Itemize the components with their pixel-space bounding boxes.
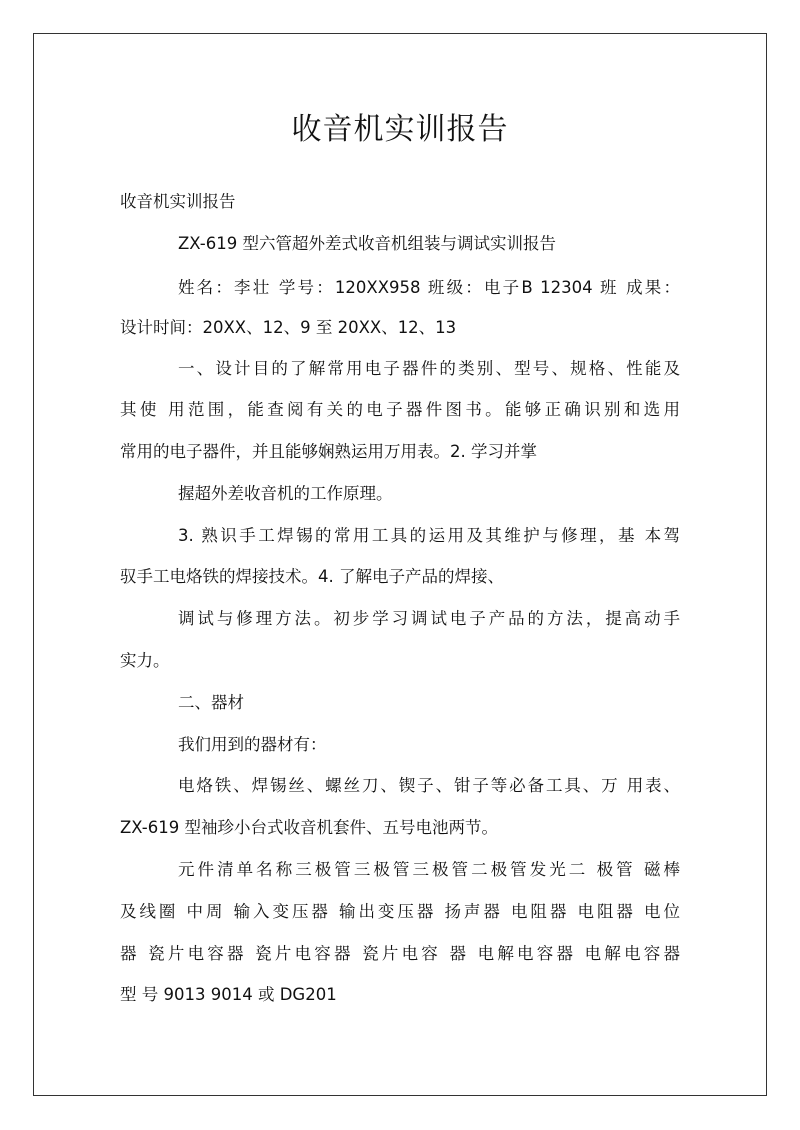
paragraph-line: 收音机实训报告 — [120, 192, 236, 211]
paragraph-line: 我们用到的器材有： — [178, 735, 327, 754]
paragraph-line: 二、器材 — [178, 693, 244, 712]
paragraph-line: 型 号 9013 9014 或 DG201 — [120, 985, 337, 1004]
document-title: 收音机实训报告 — [291, 112, 509, 147]
paragraph-line: 电烙铁、焊锡丝、螺丝刀、锲子、钳子等必备工具、万 用表、 — [178, 776, 680, 795]
paragraph-line: ZX-619 型六管超外差式收音机组装与调试实训报告 — [178, 234, 556, 253]
paragraph-line: 一、设计目的了解常用电子器件的类别、型号、规格、性能及 — [178, 359, 680, 378]
paragraph-line: 常用的电子器件，并且能够娴熟运用万用表。2. 学习并掌 — [120, 442, 537, 461]
paragraph-line: 设计时间：20XX、12、9 至 20XX、12、13 — [120, 318, 457, 337]
paragraph-line: ZX-619 型袖珍小台式收音机套件、五号电池两节。 — [120, 818, 498, 837]
paragraph-line: 实力。 — [120, 651, 170, 670]
paragraph-line: 握超外差收音机的工作原理。 — [178, 484, 393, 503]
paragraph-line: 3. 熟识手工焊锡的常用工具的运用及其维护与修理，基 本驾 — [178, 526, 680, 545]
paragraph-line: 器 瓷片电容器 瓷片电容器 瓷片电容 器 电解电容器 电解电容器 — [120, 944, 680, 963]
paragraph-line: 其使 用范围，能查阅有关的电子器件图书。能够正确识别和选用 — [120, 400, 680, 419]
paragraph-line: 元件清单名称三极管三极管三极管二极管发光二 极管 磁棒 — [178, 860, 680, 879]
paragraph-line: 调试与修理方法。初步学习调试电子产品的方法，提高动手 — [178, 609, 680, 628]
paragraph-line: 姓名：李壮 学号：120XX958 班级：电子B 12304 班 成果： — [178, 278, 680, 297]
paragraph-line: 驭手工电烙铁的焊接技术。4. 了解电子产品的焊接、 — [120, 567, 504, 586]
paragraph-line: 及线圈 中周 输入变压器 输出变压器 扬声器 电阻器 电阻器 电位 — [120, 902, 680, 921]
